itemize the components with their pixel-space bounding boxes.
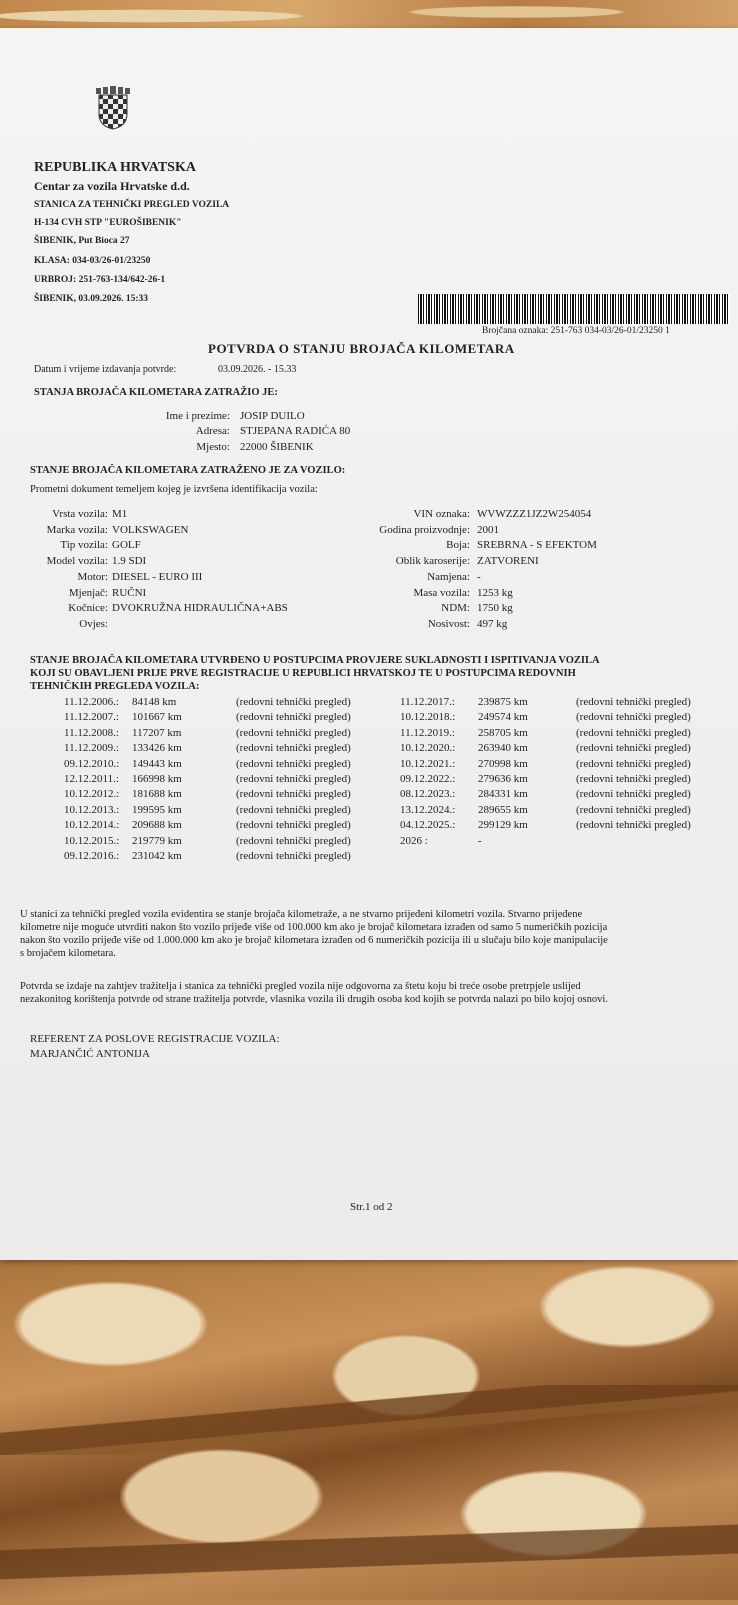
coat-of-arms-crown-icon xyxy=(96,86,130,94)
vehicle-field-label: Ovjes: xyxy=(79,617,108,630)
requester-city: 22000 ŠIBENIK xyxy=(240,441,314,453)
history-date: 11.12.2019.: xyxy=(400,726,455,739)
station-code: H-134 CVH STP "EUROŠIBENIK" xyxy=(34,218,182,228)
vehicle-field-value: M1 xyxy=(112,508,128,520)
vehicle-field-label: Mjenjač: xyxy=(68,586,108,599)
history-type: (redovni tehnički pregled) xyxy=(236,696,351,708)
history-type: (redovni tehnički pregled) xyxy=(236,757,351,770)
history-date: 10.12.2018.: xyxy=(400,711,456,724)
referent-label: REFERENT ZA POSLOVE REGISTRACIJE VOZILA: xyxy=(30,1033,280,1045)
history-type: (redovni tehnički pregled) xyxy=(576,726,691,739)
vehicle-field-label: Godina proizvodnje: xyxy=(379,523,470,536)
requester-address-label: Adresa: xyxy=(195,425,230,437)
history-heading-line-2: KOJI SU OBAVLJENI PRIJE PRVE REGISTRACIJE U REPUBLICI HRVATSKOJ TE U POSTUPCIMA REDOVNIH xyxy=(30,668,576,679)
history-km: 166998 km xyxy=(132,773,182,785)
barcode xyxy=(418,294,730,324)
center-name: Centar za vozila Hrvatske d.d. xyxy=(34,179,190,193)
history-date: 11.12.2009.: xyxy=(64,742,119,755)
place-date: ŠIBENIK, 03.09.2026. 15:33 xyxy=(34,294,149,304)
vehicle-field-value: RUČNI xyxy=(112,586,147,599)
history-km: 279636 km xyxy=(478,773,528,785)
history-date: 11.12.2017.: xyxy=(400,696,455,708)
vehicle-field-label: Namjena: xyxy=(427,570,470,583)
history-type: (redovni tehnički pregled) xyxy=(236,773,351,785)
history-km: 84148 km xyxy=(132,696,177,708)
history-type: (redovni tehnički pregled) xyxy=(236,742,351,755)
history-date: 2026 : xyxy=(400,834,428,847)
vehicle-heading: STANJE BROJAČA KILOMETARA ZATRAŽENO JE ZA VOZILO: xyxy=(30,465,346,476)
vehicle-field-label: VIN oznaka: xyxy=(413,508,470,520)
urbroj: URBROJ: 251-763-134/642-26-1 xyxy=(34,275,166,285)
vehicle-field-label: Kočnice: xyxy=(68,602,108,615)
history-km: 149443 km xyxy=(132,757,182,770)
history-type: (redovni tehnički pregled) xyxy=(576,696,691,708)
vehicle-doc-note: Prometni dokument temeljem kojeg je izvršena identifikacija vozila: xyxy=(30,484,318,495)
history-date: 10.12.2021.: xyxy=(400,757,456,770)
history-type: (redovni tehnički pregled) xyxy=(576,757,691,770)
history-date: 10.12.2012.: xyxy=(64,788,120,801)
coat-of-arms-icon xyxy=(98,94,128,130)
requester-name-label: Ime i prezime: xyxy=(165,410,230,422)
vehicle-field-value: VOLKSWAGEN xyxy=(112,523,189,536)
history-date: 12.12.2011.: xyxy=(64,773,119,785)
vehicle-field-label: Oblik karoserije: xyxy=(395,555,470,568)
history-km: 284331 km xyxy=(478,788,528,801)
requested-by-heading: STANJA BROJAČA KILOMETARA ZATRAŽIO JE: xyxy=(34,387,278,398)
history-type: (redovni tehnički pregled) xyxy=(576,742,691,755)
vehicle-field-label: Masa vozila: xyxy=(413,586,470,599)
vehicle-field-label: Marka vozila: xyxy=(46,523,108,536)
vehicle-field-value: SREBRNA - S EFEKTOM xyxy=(477,539,597,552)
history-km: 219779 km xyxy=(132,834,182,847)
history-type: (redovni tehnički pregled) xyxy=(576,819,691,832)
vehicle-field-value: GOLF xyxy=(112,539,141,552)
disclaimer-line: nezakonitog korištenja potvrde od strane tražitelja potvrde, vlasnika vozila ili drugih osoba kod kojih se potvrda nalazi po bilo kojoj osnovi. xyxy=(20,994,608,1005)
history-date: 08.12.2023.: xyxy=(400,788,456,801)
history-type: (redovni tehnički pregled) xyxy=(236,819,351,832)
history-km: 231042 km xyxy=(132,850,182,862)
history-km: 117207 km xyxy=(132,726,182,739)
station-name: STANICA ZA TEHNIČKI PREGLED VOZILA xyxy=(34,200,230,210)
history-type: (redovni tehnički pregled) xyxy=(576,711,691,724)
history-km: 249574 km xyxy=(478,711,528,724)
republic-name: REPUBLIKA HRVATSKA xyxy=(34,160,196,175)
tablecloth-bottom xyxy=(0,1255,738,1600)
document-page xyxy=(0,28,738,1260)
station-address: ŠIBENIK, Put Bioca 27 xyxy=(34,236,130,246)
issue-datetime-value: 03.09.2026. - 15.33 xyxy=(218,364,297,375)
history-heading-line-1: STANJE BROJAČA KILOMETARA UTVRĐENO U POSTUPCIMA PROVJERE SUKLADNOSTI I ISPITIVANJA VOZILA xyxy=(30,655,600,666)
history-km: 181688 km xyxy=(132,788,182,801)
history-km: 299129 km xyxy=(478,819,528,832)
vehicle-field-value: 1.9 SDI xyxy=(112,555,147,568)
history-date: 09.12.2016.: xyxy=(64,850,120,862)
vehicle-field-value: WVWZZZ1JZ2W254054 xyxy=(477,508,592,520)
vehicle-field-label: Boja: xyxy=(446,539,470,552)
history-km: 101667 km xyxy=(132,711,182,724)
vehicle-field-value: 1750 kg xyxy=(477,602,513,615)
history-date: 11.12.2006.: xyxy=(64,696,119,708)
vehicle-field-value: 2001 xyxy=(477,523,499,536)
page-number: Str.1 od 2 xyxy=(350,1201,393,1213)
vehicle-field-label: Tip vozila: xyxy=(60,539,108,552)
vehicle-field-value: ZATVORENI xyxy=(477,555,539,568)
history-date: 11.12.2007.: xyxy=(64,711,119,724)
history-type: (redovni tehnički pregled) xyxy=(576,773,691,785)
disclaimer-line: s brojačem kilometara. xyxy=(20,948,116,959)
requester-name: JOSIP DUILO xyxy=(240,410,305,422)
history-km: 209688 km xyxy=(132,819,182,832)
history-date: 04.12.2025.: xyxy=(400,819,456,832)
history-date: 10.12.2013.: xyxy=(64,803,120,816)
issue-datetime-label: Datum i vrijeme izdavanja potvrde: xyxy=(34,364,177,375)
klasa: KLASA: 034-03/26-01/23250 xyxy=(34,256,151,266)
history-type: (redovni tehnički pregled) xyxy=(236,803,351,816)
vehicle-field-label: Nosivost: xyxy=(427,617,470,630)
history-km: 199595 km xyxy=(132,803,182,816)
history-type: (redovni tehnički pregled) xyxy=(576,803,691,816)
history-type: (redovni tehnički pregled) xyxy=(236,834,351,847)
barcode-label: Brojčana oznaka: 251-763 034-03/26-01/23250 1 xyxy=(482,326,670,336)
disclaimer-line: nakon što vozilo prijeđe više od 1.000.000 km ako je brojač kilometara izrađen od 6 numeričkih pozicija ili u slučaju bilo koje manipulacije xyxy=(20,935,608,946)
vehicle-field-value: - xyxy=(477,570,481,583)
history-km: 239875 km xyxy=(478,696,528,708)
disclaimer-line: kilometre nije moguće utvrditi nakon što vozilo prijeđe više od 100.000 km ako je brojač kilometara izrađen od samo 5 numeričkih pozicija xyxy=(20,922,608,933)
vehicle-field-value: DVOKRUŽNA HIDRAULIČNA+ABS xyxy=(112,602,288,615)
history-type: (redovni tehnički pregled) xyxy=(236,726,351,739)
history-km: 258705 km xyxy=(478,726,528,739)
history-heading-line-3: TEHNIČKIH PREGLEDA VOZILA: xyxy=(30,681,200,692)
disclaimer-line: U stanici za tehnički pregled vozila evidentira se stanje brojača kilometraže, a ne stvarno prijeđeni kilometri vozila. Stvarno prijeđene xyxy=(20,909,583,920)
history-km: 289655 km xyxy=(478,803,528,816)
vehicle-field-label: Model vozila: xyxy=(46,555,108,568)
vehicle-field-value: DIESEL - EURO III xyxy=(112,570,203,583)
referent-name: MARJANČIĆ ANTONIJA xyxy=(30,1048,150,1060)
vehicle-field-label: Motor: xyxy=(77,570,108,583)
history-date: 09.12.2022.: xyxy=(400,773,456,785)
history-date: 10.12.2015.: xyxy=(64,834,120,847)
disclaimer-line: Potvrda se izdaje na zahtjev tražitelja i stanica za tehnički pregled vozila nije odgovorna za štetu koju bi treće osobe pretrpjele uslijed xyxy=(20,981,581,992)
history-type: (redovni tehnički pregled) xyxy=(236,850,351,862)
vehicle-field-label: NDM: xyxy=(441,602,470,615)
history-km: 270998 km xyxy=(478,757,528,770)
history-km: - xyxy=(478,834,482,847)
document-title: POTVRDA O STANJU BROJAČA KILOMETARA xyxy=(208,341,515,356)
history-type: (redovni tehnički pregled) xyxy=(576,788,691,801)
vehicle-field-value: 497 kg xyxy=(477,617,508,630)
requester-address: STJEPANA RADIĆA 80 xyxy=(240,425,351,437)
history-date: 10.12.2014.: xyxy=(64,819,120,832)
history-date: 11.12.2008.: xyxy=(64,726,119,739)
vehicle-field-value: 1253 kg xyxy=(477,586,513,599)
history-date: 10.12.2020.: xyxy=(400,742,456,755)
history-type: (redovni tehnički pregled) xyxy=(236,711,351,724)
history-km: 263940 km xyxy=(478,742,528,755)
history-km: 133426 km xyxy=(132,742,182,755)
history-date: 13.12.2024.: xyxy=(400,803,456,816)
history-type: (redovni tehnički pregled) xyxy=(236,788,351,801)
history-date: 09.12.2010.: xyxy=(64,757,120,770)
requester-city-label: Mjesto: xyxy=(196,441,230,453)
vehicle-field-label: Vrsta vozila: xyxy=(52,508,108,520)
